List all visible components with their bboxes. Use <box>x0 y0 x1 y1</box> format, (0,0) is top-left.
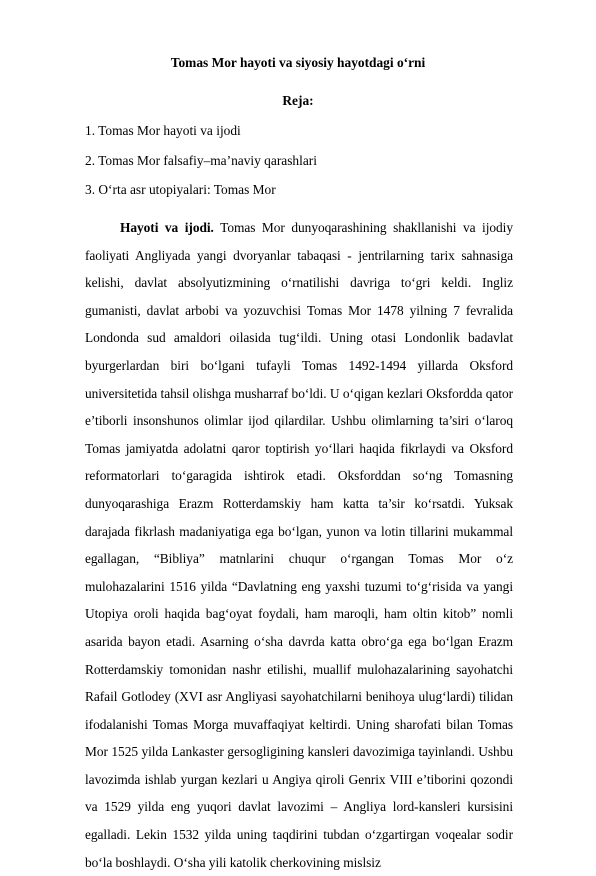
plan-item-2: 2. Tomas Mor falsafiy–ma’naviy qarashlari <box>85 153 317 168</box>
body-paragraph <box>85 214 513 876</box>
paragraph-lead: Hayoti va ijodi. <box>120 220 214 235</box>
document-title: Tomas Mor hayoti va siyosiy hayotdagi o‘rni <box>170 55 426 70</box>
paragraph-text: Tomas Mor dunyoqarashining shakllanishi va ijodiy faoliyati Angliyada yangi dvoryanlar tabaqasi - jentrilarning tarix sahnasiga kelishi, davlat absolyutizmining o‘rnatilishi davriga to‘gri keldi. Ingliz gumanisti, davlat arbobi va yozuvchisi Tomas Mor 1478 yilning 7 fevralida Londonda sud amaldori oilasida tug‘ildi. Uning otasi Londonlik badavlat byurgerlardan biri bo‘lgani tufayli Tomas 1492-1494 yillarda Oksford universitetida tahsil olishga musharraf bo‘ldi. U o‘qigan kezlari Oksfordda qator e’tiborli insonshunos olimlar ijod qilardilar. Ushbu olimlarning ta’siri o‘laroq Tomas jamiyatda adolatni qaror toptirish yo‘llari haqida fikrlaydi va Oksford reformatorlari to‘garagida ishtirok etadi. Oksforddan so‘ng Tomasning dunyoqarashiga Erazm Rotterdamskiy ham katta ta’sir ko‘rsatdi. Yuksak darajada fikrlash madaniyatiga ega bo‘lgan, yunon va lotin tillarini mukammal egallagan, “Bibliya” matnlarini chuqur o‘rgangan Tomas Mor o‘z mulohazalarini 1516 yilda “Davlatning eng yaxshi tuzumi to‘g‘risida va yangi Utopiya oroli haqida bag‘oyat foydali, ham maroqli, ham oltin kitob” nomli asarida bayon etadi. Asarning o‘sha davrda katta obro‘ga ega bo‘lgan Erazm Rotterdamskiy tomonidan nashr etilishi, muallif mulohazalarining sayohatchi Rafail Gotlodey (XVI asr Angliyasi sayohatchilarni benihoya ulug‘lardi) tilidan ifodalanishi Tomas Morga muvaffaqiyat keltirdi. Uning sharofati bilan Tomas Mor 1525 yilda Lankaster gersogligining kansleri davozimiga tayinlandi. Ushbu lavozimda ishlab yurgan kezlari u Angiya qiroli Genrix VIII e’tiborini qozondi va 1529 yilda eng yuqori davlat lavozimi – Angliya lord-kansleri kursisini egalladi. Lekin 1532 yilda uning taqdirini tubdan o‘zgartirgan voqealar sodir bo‘la boshlaydi. O‘sha yili katolik cherkovining mislsiz <box>85 220 513 870</box>
plan-item-1: 1. Tomas Mor hayoti va ijodi <box>85 123 241 138</box>
plan-heading: Reja: <box>282 93 314 108</box>
plan-item-3: 3. O‘rta asr utopiyalari: Tomas Mor <box>85 182 276 197</box>
